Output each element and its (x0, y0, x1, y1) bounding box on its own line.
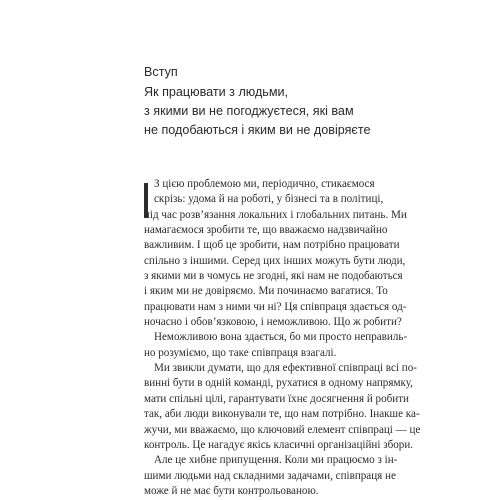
text-line: з якими ми в чомусь не згодні, які нам не подобаються (144, 270, 403, 283)
chapter-subtitle-line: з якими ви не погоджуєтеся, які вам (144, 104, 354, 118)
chapter-label: Вступ (144, 65, 178, 79)
chapter-subtitle-line: не подобаються і яким ви не довіряєте (144, 123, 371, 137)
text-line: но розуміємо, що таке співпраця взагалі. (144, 346, 337, 359)
text-line: винні бути в одній команді, рухатися в одному напрямку, (144, 377, 413, 390)
text-line: Але це хибне припущення. Коли ми працюємо з ін- (154, 454, 398, 467)
text-line: намагаємося зробити те, що вважаємо надзвичайно (144, 224, 388, 237)
text-line: жучи, ми вважаємо, що ключовий елемент співпраці — це (144, 423, 421, 436)
chapter-subtitle-line: Як працювати з людьми, (144, 85, 289, 99)
text-line: під час розв’язання локальних і глобальних питань. Ми (144, 208, 407, 221)
text-line: спільно з іншими. Серед цих інших можуть бути люди, (144, 254, 406, 267)
text-line: ночасно і обов’язковою, і неможливою. Що ж робити? (144, 316, 402, 329)
text-line: і яким ми не довіряємо. Ми починаємо вагатися. То (144, 285, 388, 298)
text-line: контроль. Це нагадує якісь класичні організаційні збори. (144, 438, 414, 451)
text-line: може й не має бути контрольованою. (144, 484, 319, 497)
chapter-heading (144, 63, 374, 140)
text-line: важливим. І щоб це зробити, нам потрібно працювати (144, 239, 400, 252)
text-line: З цією проблемою ми, періодично, стикаємося (154, 178, 375, 190)
text-line: скрізь: удома й на роботі, у бізнесі та в політиці, (154, 193, 384, 206)
text-line: Неможливою вона здається, бо ми просто неправиль- (154, 331, 408, 344)
text-line: Ми звикли думати, що для ефективної співпраці всі по- (154, 362, 417, 375)
body-text (144, 177, 421, 499)
text-line: шими людьми над складними задачами, співпраця не (144, 469, 396, 482)
text-line: так, аби люди виконували те, що нам потрібно. Інакше ка- (144, 408, 420, 421)
text-line: працювати нам з ними чи ні? Ця співпраця здається од- (144, 300, 407, 313)
text-line: мати спільні цілі, гарантувати їхнє досягнення й робити (144, 392, 409, 405)
